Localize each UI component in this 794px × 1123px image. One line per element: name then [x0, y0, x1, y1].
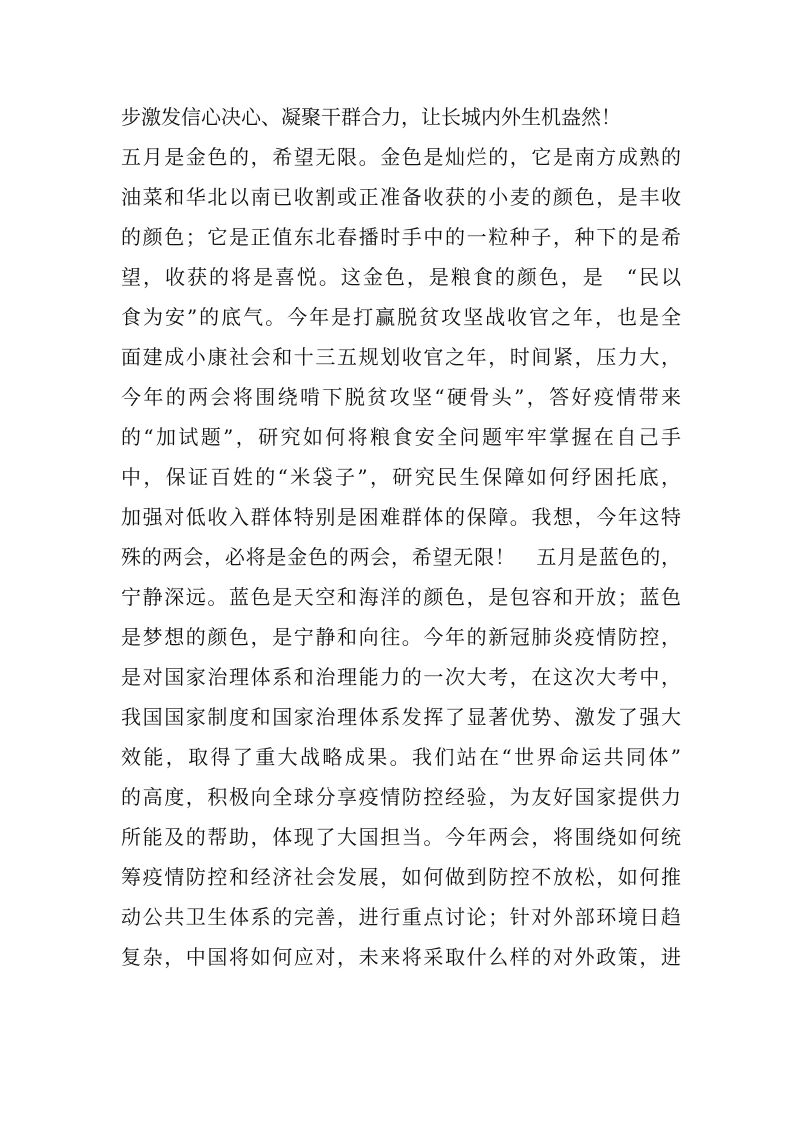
text-line: 动公共卫生体系的完善，进行重点讨论；针对外部环境日趋 [121, 905, 681, 929]
text-line: 宁静深远。蓝色是天空和海洋的颜色，是包容和开放；蓝色 [121, 585, 681, 609]
text-line: 加强对低收入群体特别是困难群体的保障。我想，今年这特 [121, 505, 681, 529]
text-line: 步激发信心决心、凝聚干群合力，让长城内外生机盎然！ [121, 105, 621, 129]
text-line: 筹疫情防控和经济社会发展，如何做到防控不放松，如何推 [121, 865, 681, 889]
text-line: 五月是金色的，希望无限。金色是灿烂的，它是南方成熟的 [121, 145, 681, 169]
text-line: 效能，取得了重大战略成果。我们站在“世界命运共同体” [121, 745, 681, 769]
text-line: 食为安”的底气。今年是打赢脱贫攻坚战收官之年，也是全 [121, 305, 681, 329]
text-line: 今年的两会将围绕啃下脱贫攻坚“硬骨头”，答好疫情带来 [121, 385, 681, 409]
text-line: 望，收获的将是喜悦。这金色，是粮食的颜色，是 “民以 [121, 265, 681, 289]
text-line: 的高度，积极向全球分享疫情防控经验，为友好国家提供力 [121, 785, 681, 809]
text-line: 复杂，中国将如何应对，未来将采取什么样的对外政策，进 [121, 945, 681, 969]
text-line: 我国国家制度和国家治理体系发挥了显著优势、激发了强大 [121, 705, 681, 729]
text-line: 所能及的帮助，体现了大国担当。今年两会，将围绕如何统 [121, 825, 681, 849]
text-line: 中，保证百姓的“米袋子”，研究民生保障如何纾困托底， [121, 465, 681, 489]
text-line: 的颜色；它是正值东北春播时手中的一粒种子，种下的是希 [121, 225, 681, 249]
text-line: 是对国家治理体系和治理能力的一次大考，在这次大考中， [121, 665, 681, 689]
text-line: 殊的两会，必将是金色的两会，希望无限！ 五月是蓝色的， [121, 545, 681, 569]
text-line: 油菜和华北以南已收割或正准备收获的小麦的颜色，是丰收 [121, 185, 681, 209]
text-line: 的“加试题”，研究如何将粮食安全问题牢牢掌握在自己手 [121, 425, 681, 449]
text-line: 面建成小康社会和十三五规划收官之年，时间紧，压力大， [121, 345, 681, 369]
text-line: 是梦想的颜色，是宁静和向往。今年的新冠肺炎疫情防控， [121, 625, 681, 649]
